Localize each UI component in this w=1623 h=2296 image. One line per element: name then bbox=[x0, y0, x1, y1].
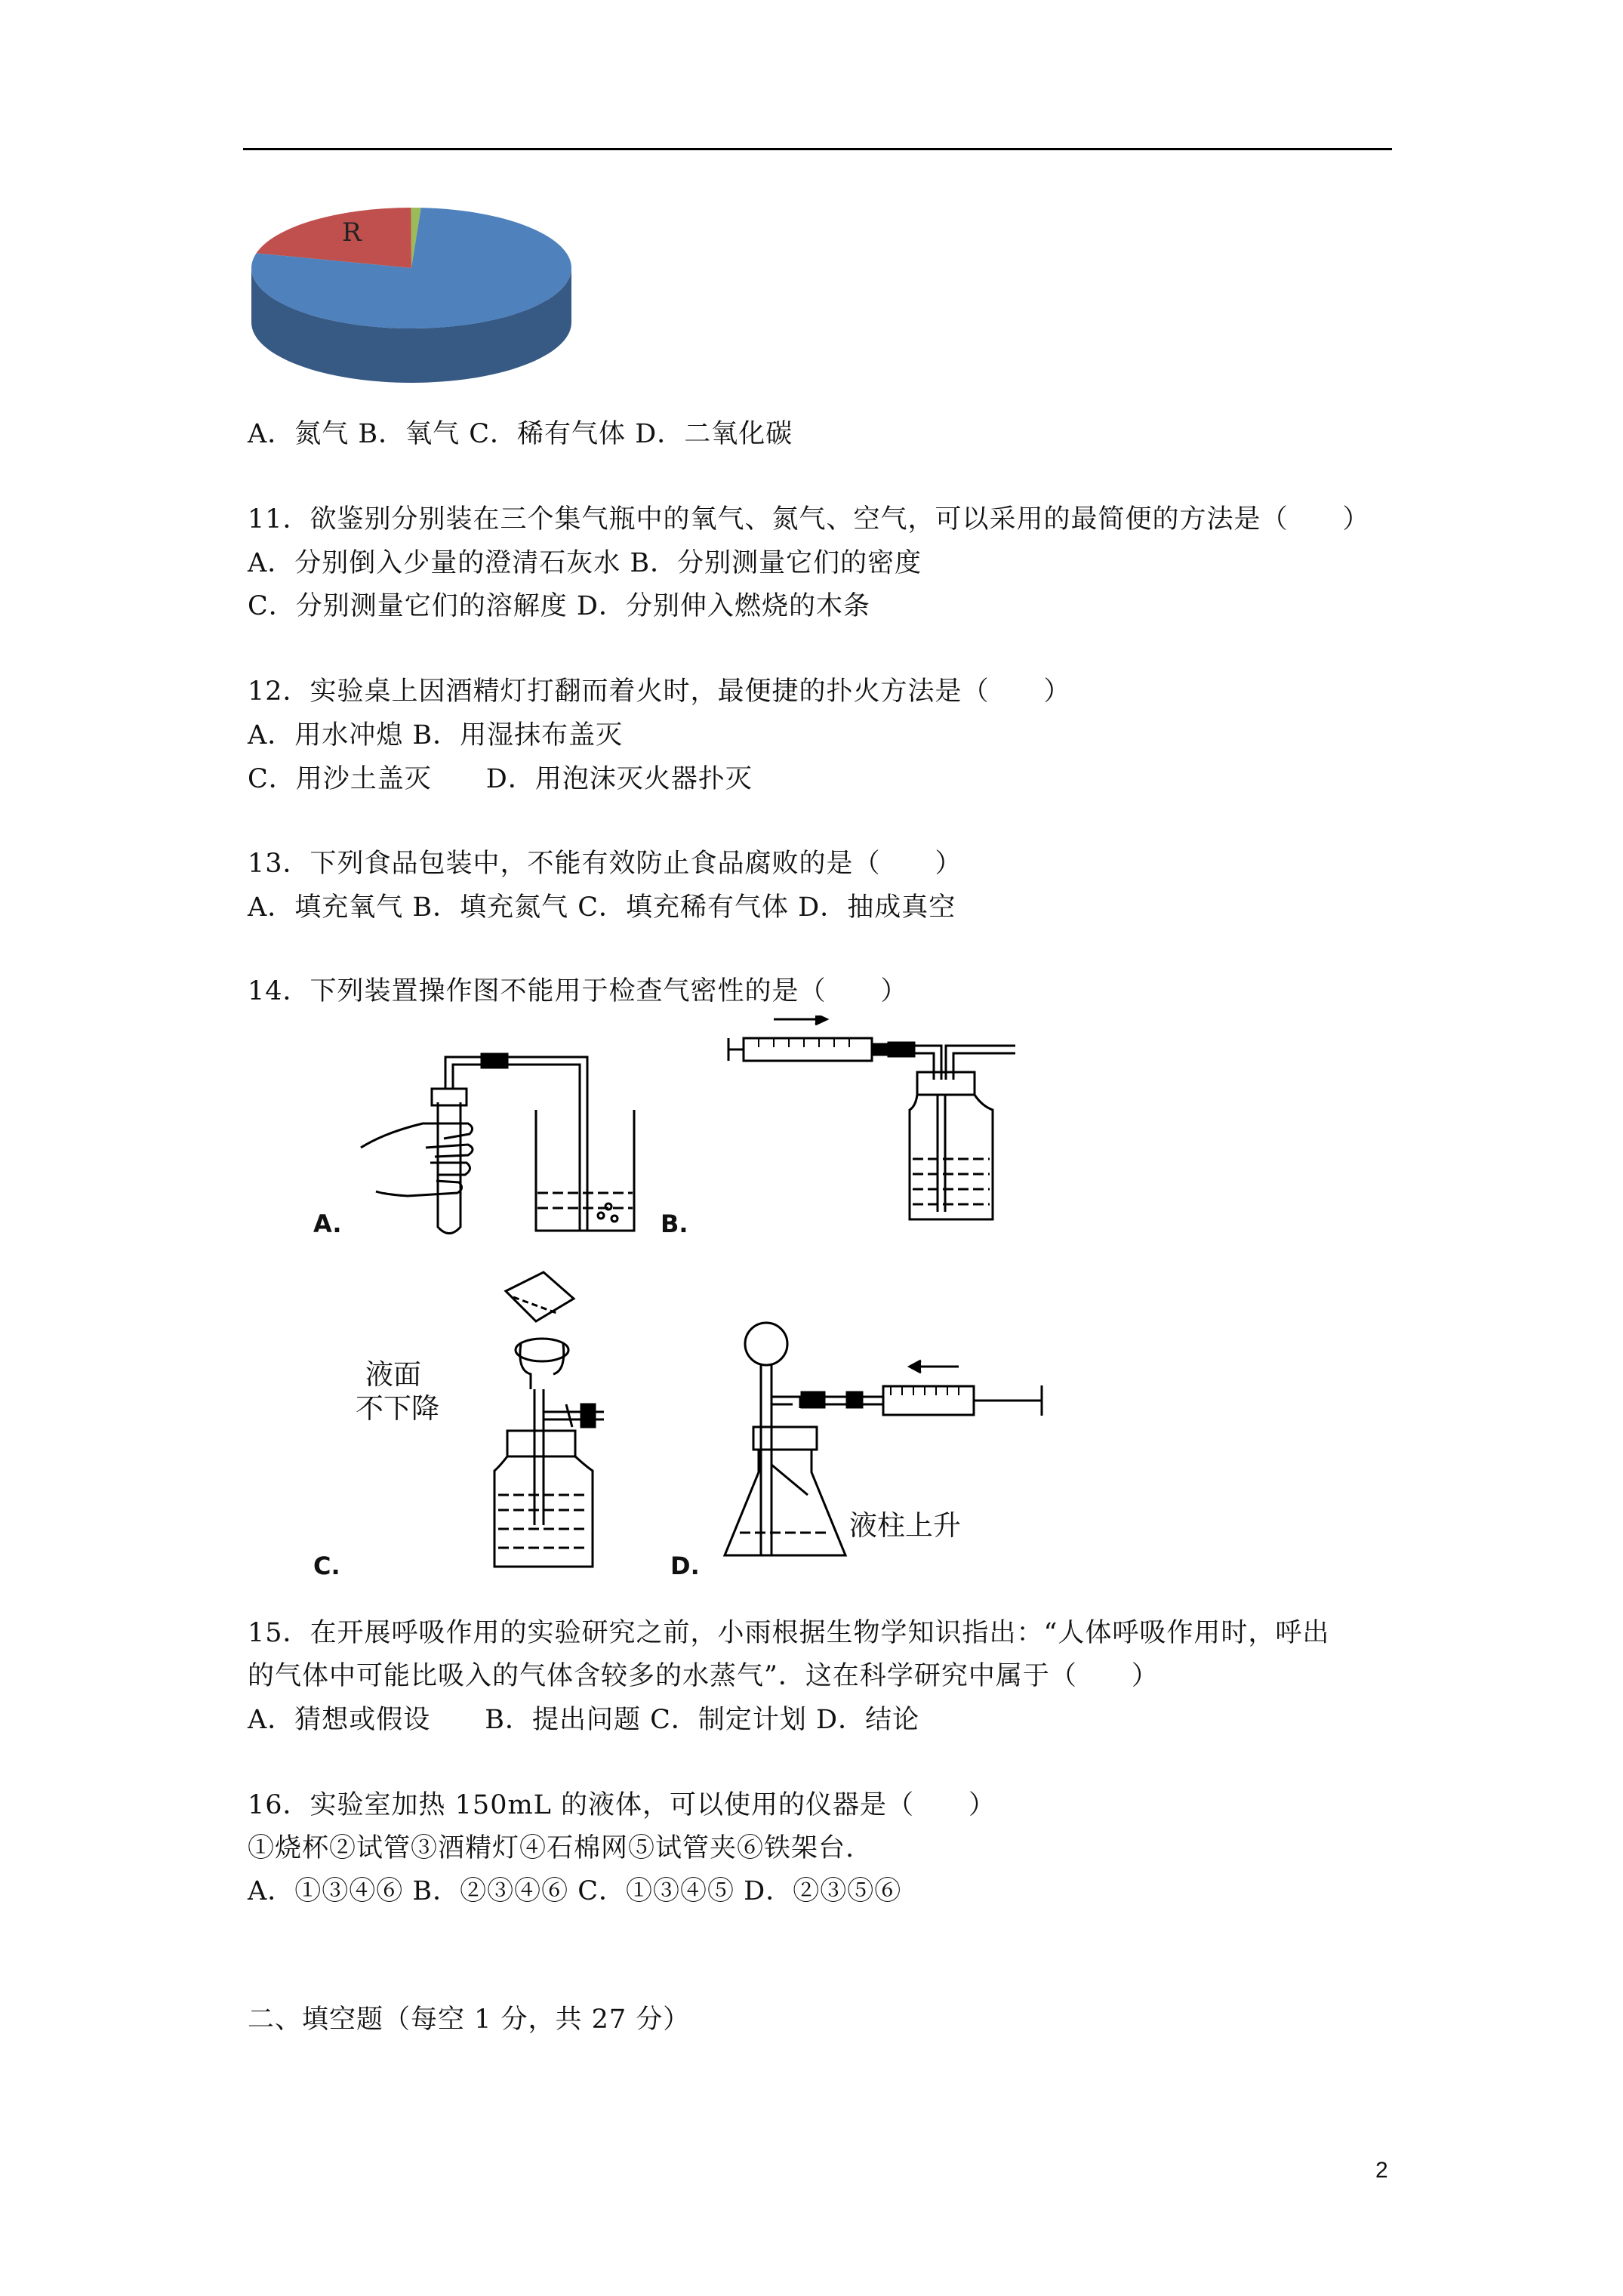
q13-stem: 13．下列食品包装中，不能有效防止食品腐败的是（ ） bbox=[248, 849, 962, 879]
pie-chart bbox=[249, 204, 596, 408]
q13-options: A．填充氧气 B．填充氮气 C．填充稀有气体 D．抽成真空 bbox=[248, 892, 956, 923]
q11-stem: 11．欲鉴别分别装在三个集气瓶中的氧气、氮气、空气，可以采用的最简便的方法是（ ） bbox=[248, 504, 1370, 535]
q12-stem: 12．实验桌上因酒精灯打翻而着火时，最便捷的扑火方法是（ ） bbox=[248, 676, 1071, 707]
d-note-rising-column: 液柱上升 bbox=[849, 1509, 961, 1542]
q11-options-line2: C．分别测量它们的溶解度 D．分别伸入燃烧的木条 bbox=[248, 591, 870, 621]
q15-options: A．猜想或假设 B．提出问题 C．制定计划 D．结论 bbox=[248, 1705, 920, 1735]
q15-stem-line1: 15．在开展呼吸作用的实验研究之前，小雨根据生物学知识指出：“人体呼吸作用时，呼出 bbox=[248, 1618, 1330, 1648]
pie-slice-label: R bbox=[342, 217, 362, 248]
q12-options-line1: A．用水冲熄 B．用湿抹布盖灭 bbox=[248, 720, 624, 750]
label-d: D. bbox=[670, 1552, 700, 1580]
q16-options: A．①③④⑥ B．②③④⑥ C．①③④⑤ D．②③⑤⑥ bbox=[248, 1876, 902, 1906]
q12-options-line2: C．用沙土盖灭 D．用泡沫灭火器扑灭 bbox=[248, 764, 753, 794]
c-note-not-falling: 不下降 bbox=[356, 1392, 439, 1425]
q11-options-line1: A．分别倒入少量的澄清石灰水 B．分别测量它们的密度 bbox=[248, 548, 922, 578]
label-c: C. bbox=[313, 1552, 340, 1580]
label-a: A. bbox=[313, 1210, 342, 1238]
q16-items: ①烧杯②试管③酒精灯④石棉网⑤试管夹⑥铁架台. bbox=[248, 1833, 855, 1863]
q15-stem-line2: 的气体中可能比吸入的气体含较多的水蒸气”．这在科学研究中属于（ ） bbox=[248, 1661, 1159, 1691]
apparatus-c-figure bbox=[453, 1268, 649, 1578]
q10-options: A．氮气 B．氧气 C．稀有气体 D．二氧化碳 bbox=[248, 419, 793, 449]
section2-title: 二、填空题（每空 1 分，共 27 分） bbox=[248, 2005, 691, 2035]
apparatus-a-figure bbox=[355, 1034, 657, 1246]
label-b: B. bbox=[661, 1210, 688, 1238]
c-note-surface: 液面 bbox=[365, 1358, 421, 1391]
apparatus-b-figure bbox=[721, 1015, 1038, 1242]
q14-stem: 14．下列装置操作图不能用于检查气密性的是（ ） bbox=[248, 976, 908, 1006]
q16-stem: 16．实验室加热 150mL 的液体，可以使用的仪器是（ ） bbox=[248, 1790, 996, 1820]
header-rule bbox=[243, 148, 1392, 150]
page-number: 2 bbox=[1375, 2158, 1388, 2183]
